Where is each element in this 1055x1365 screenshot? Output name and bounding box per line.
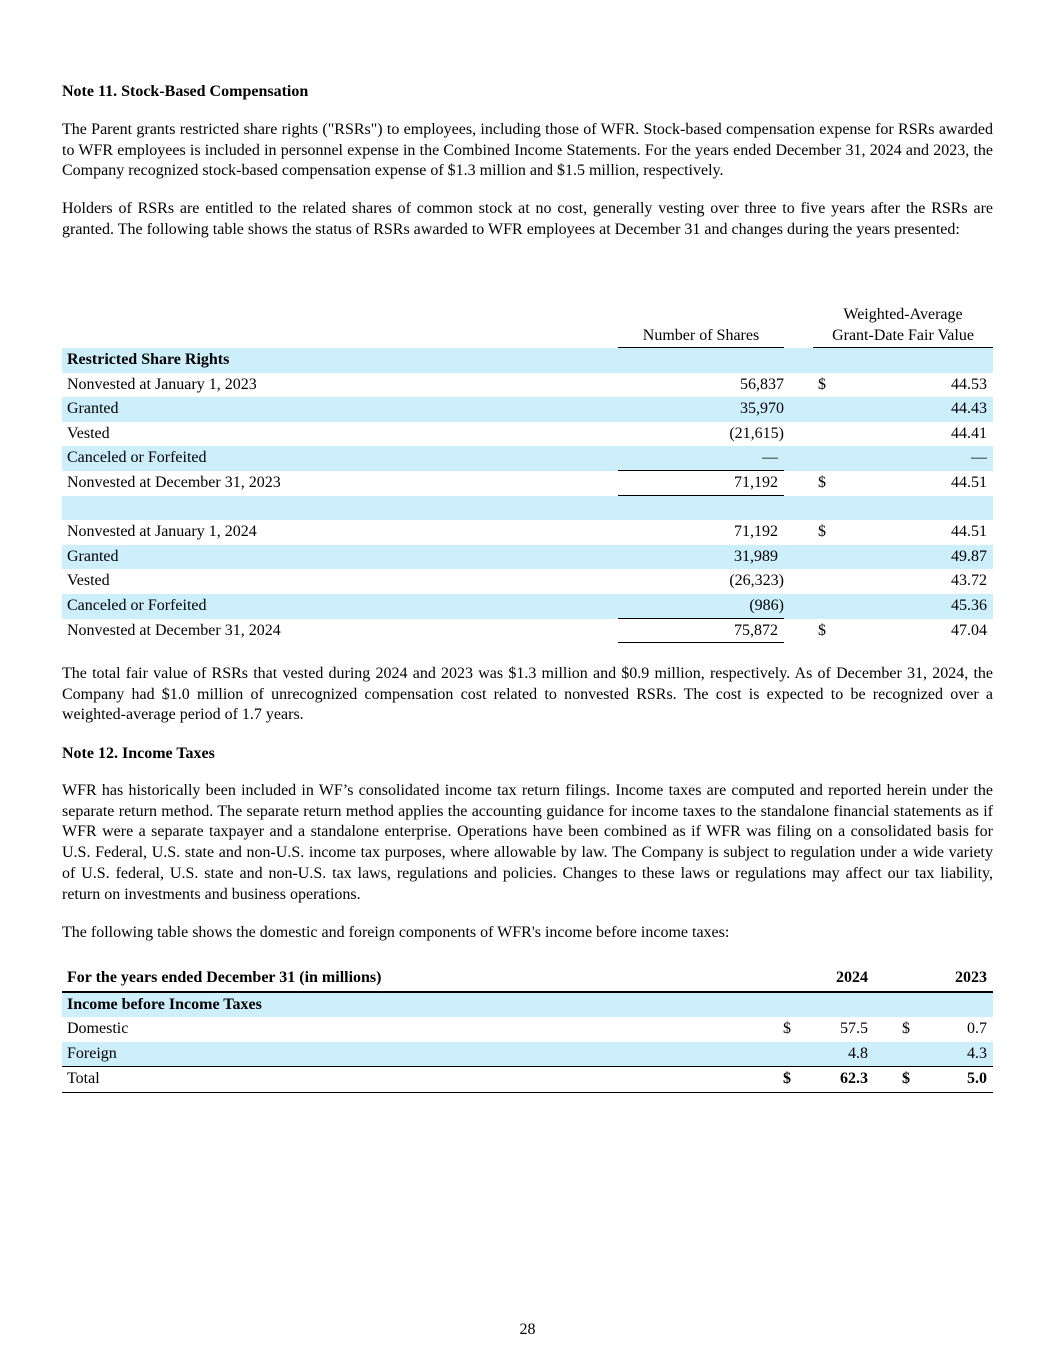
- row-fair-value: 49.87: [951, 547, 987, 565]
- row-value-2023: 5.0: [967, 1070, 987, 1088]
- table-row: [62, 569, 993, 594]
- table-row-total: [62, 1066, 993, 1093]
- row-shares: (26,323): [729, 572, 784, 590]
- income-header-label: For the years ended December 31 (in millions): [67, 969, 382, 986]
- table-row: [62, 373, 993, 398]
- table-row: [62, 1017, 993, 1042]
- table-row: [62, 397, 993, 422]
- page-number: 28: [519, 1321, 536, 1338]
- rsr-table: [62, 304, 993, 643]
- row-label: Vested: [67, 572, 110, 590]
- row-label: Canceled or Forfeited: [67, 596, 207, 614]
- row-shares: (986): [749, 596, 784, 614]
- row-shares: 71,192: [734, 473, 778, 491]
- total-rule: [618, 642, 784, 643]
- row-label: Nonvested at January 1, 2023: [67, 375, 257, 393]
- row-fair-value: 44.51: [951, 473, 987, 491]
- row-label: Domestic: [67, 1020, 129, 1038]
- col-2024: 2024: [836, 969, 868, 986]
- note12-paragraph-1: WFR has historically been included in WF’s consolidated income tax return filings. Income taxes are computed and reported herein under the separate return method. The separate return method applies the accounting guidance for income taxes to the standalone financial statements as if WFR were a separate taxpayer and a standalone enterprise. Operations have been combined as if WFR was filing on a consolidated basis for U.S. Federal, U.S. state and non-U.S. income tax purposes, where allowable by law. The Company is subject to regulation under a wide variety of U.S. federal, U.S. state and non-U.S. tax laws, regulations and policies. Changes to these laws or regulations may affect our tax liability, return on investments and business operations.: [62, 782, 993, 903]
- note12-paragraph-2: The following table shows the domestic and foreign components of WFR's income before income taxes:: [62, 924, 730, 941]
- row-label: Canceled or Forfeited: [67, 449, 207, 467]
- row-value-2024: 4.8: [848, 1044, 868, 1062]
- rsr-table-header: [62, 304, 993, 348]
- row-fair-value: 45.36: [951, 596, 987, 614]
- row-shares: —: [762, 449, 778, 467]
- row-shares: 31,989: [734, 547, 778, 565]
- row-label: Nonvested at January 1, 2024: [67, 523, 257, 541]
- col-fv-line2: Grant-Date Fair Value: [832, 326, 974, 344]
- table-row: [62, 1042, 993, 1067]
- col-fv-line1: Weighted-Average: [843, 306, 963, 323]
- row-label: Vested: [67, 424, 110, 442]
- income-section-label: Income before Income Taxes: [67, 995, 262, 1013]
- row-fair-value: 47.04: [951, 621, 987, 639]
- row-dollar: $: [818, 473, 826, 491]
- row-shares: (21,615): [729, 424, 784, 442]
- row-label: Total: [67, 1070, 100, 1088]
- row-fair-value: —: [971, 449, 987, 467]
- row-fair-value: 44.53: [951, 375, 987, 393]
- note11-paragraph-1: The Parent grants restricted share rights ("RSRs") to employees, including those of WFR. Stock-based compensation expense for RSRs awarded to WFR employees is included in personnel expense in the Combined Income Statements. For the years ended December 31, 2024 and 2023, the Company recognized stock-based compensation expense of $1.3 million and $1.5 million, respectively.: [62, 121, 993, 180]
- note11-paragraph-3: The total fair value of RSRs that vested during 2024 and 2023 was $1.3 million and $0.9 million, respectively. As of December 31, 2024, the Company had $1.0 million of unrecognized compensation cost related to nonvested RSRs. The cost is expected to be recognized over a weighted-average period of 1.7 years.: [62, 665, 993, 724]
- row-label: Nonvested at December 31, 2024: [67, 621, 281, 639]
- row-dollar: $: [783, 1070, 791, 1088]
- table-row: [62, 545, 993, 570]
- row-label: Granted: [67, 547, 119, 565]
- note12-heading: Note 12. Income Taxes: [62, 745, 215, 762]
- row-value-2024: 62.3: [840, 1070, 868, 1088]
- table-row: [62, 471, 993, 496]
- table-row: [62, 594, 993, 619]
- row-dollar: $: [818, 621, 826, 639]
- row-shares: 35,970: [740, 400, 784, 418]
- table-row: [62, 619, 993, 644]
- rsr-section-label: Restricted Share Rights: [67, 351, 230, 368]
- row-value-2024: 57.5: [840, 1020, 868, 1038]
- rsr-section-row: [62, 348, 993, 373]
- note11-paragraph-2: Holders of RSRs are entitled to the related shares of common stock at no cost, generally vesting over three to five years after the RSRs are granted. The following table shows the status of RSRs awarded to WFR employees at December 31 and changes during the years presented:: [62, 200, 993, 238]
- col-2023: 2023: [955, 969, 987, 986]
- table-row: [62, 446, 993, 471]
- row-fair-value: 44.51: [951, 523, 987, 541]
- col-number-of-shares: Number of Shares: [618, 326, 784, 348]
- row-label: Granted: [67, 400, 119, 418]
- note11-heading: Note 11. Stock-Based Compensation: [62, 83, 309, 100]
- table-row: [62, 520, 993, 545]
- row-dollar: $: [783, 1020, 791, 1038]
- row-shares: 71,192: [734, 523, 778, 541]
- income-table-header: [62, 966, 993, 993]
- row-shares: 75,872: [734, 621, 778, 639]
- row-fair-value: 44.43: [951, 400, 987, 418]
- col-grant-date-fair-value: [813, 305, 993, 348]
- row-value-2023: 0.7: [967, 1020, 987, 1038]
- row-fair-value: 43.72: [951, 572, 987, 590]
- table-row-spacer: [62, 496, 993, 521]
- income-section-row: [62, 993, 993, 1018]
- row-dollar: $: [818, 523, 826, 541]
- income-table: [62, 966, 993, 1093]
- row-fair-value: 44.41: [951, 424, 987, 442]
- row-dollar: $: [818, 375, 826, 393]
- row-value-2023: 4.3: [967, 1044, 987, 1062]
- table-row: [62, 422, 993, 447]
- row-label: Nonvested at December 31, 2023: [67, 473, 281, 491]
- row-label: Foreign: [67, 1044, 117, 1062]
- row-dollar: $: [902, 1070, 910, 1088]
- row-shares: 56,837: [740, 375, 784, 393]
- row-dollar: $: [902, 1020, 910, 1038]
